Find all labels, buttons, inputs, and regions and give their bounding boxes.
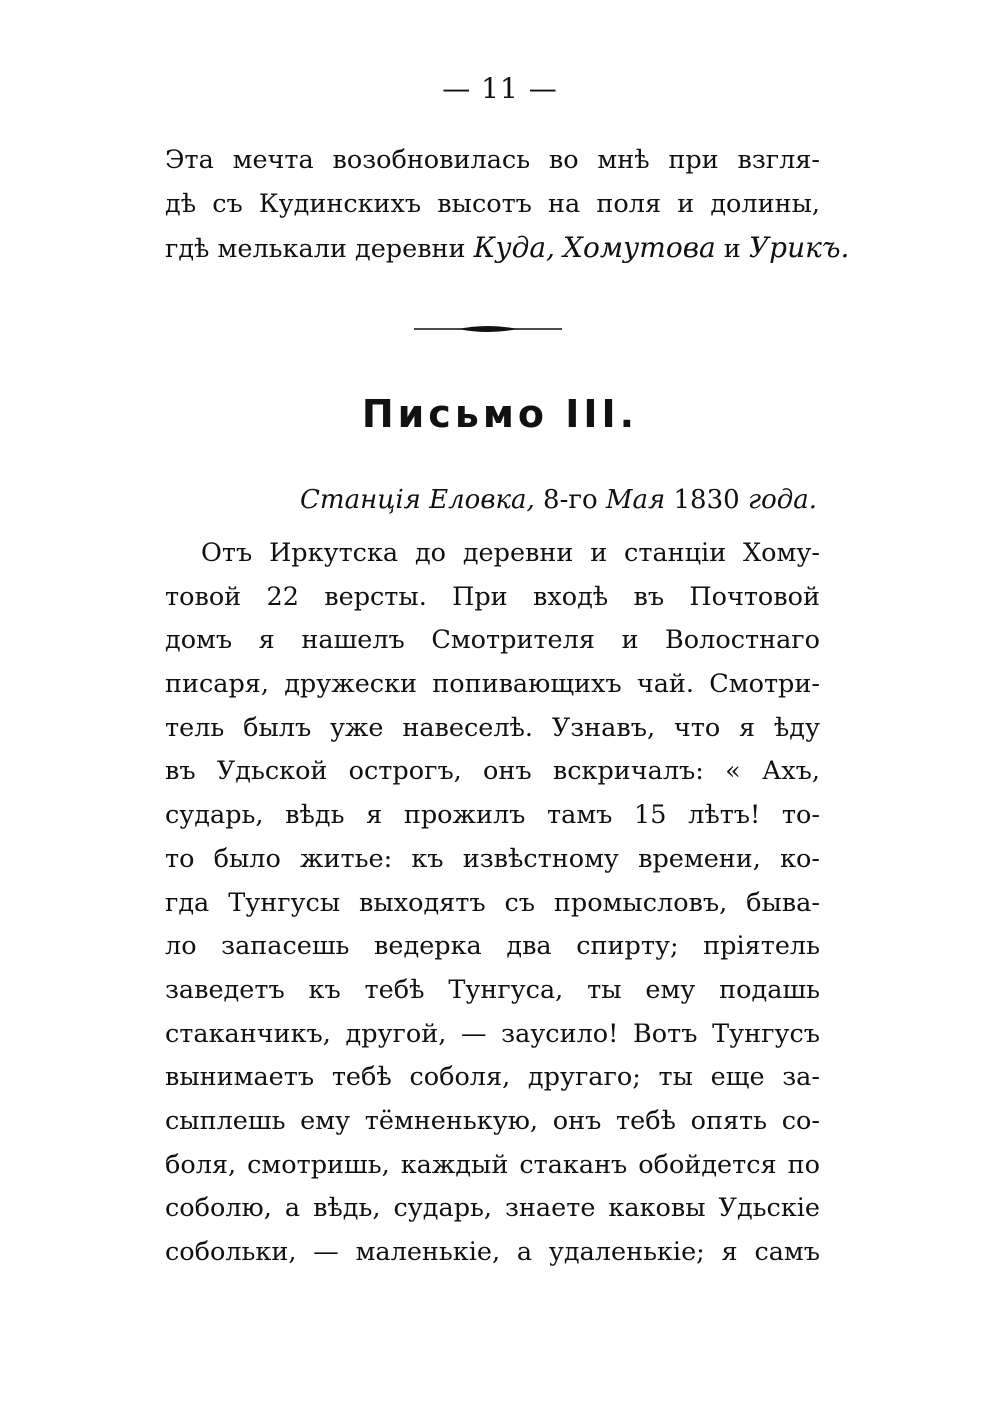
text-line: товой 22 версты. При входѣ въ Почтовой [165,581,820,612]
date-month: Мая [605,485,666,515]
text-line: дѣ съ Кудинскихъ высотъ на поля и долины, [165,189,820,219]
station-name: Станція Еловка, [300,485,535,515]
text-line: собольки, — маленькіе, а удаленькіе; я самъ [165,1237,820,1267]
text-line: писаря, дружески попивающихъ чай. Смотри- [165,669,820,700]
village-name: Урикъ. [748,231,850,264]
text-line: боля, смотришь, каждый стаканъ обойдется по [165,1149,820,1180]
text-line: въ Удьской острогъ, онъ вскричалъ: « Ахъ, [165,756,820,787]
text-line: соболю, а вѣдь, сударь, знаете каковы Удьскіе [165,1193,820,1224]
date-year: 1830 [673,485,740,515]
text-line: вынимаетъ тебѣ соболя, другаго; ты еще за- [165,1062,820,1093]
text-line: сыплешь ему тёмненькую, онъ тебѣ опять со- [165,1105,820,1136]
village-name: Куда, [473,231,555,264]
intro-paragraph [165,138,850,270]
text-line: гда Тунгусы выходятъ съ промысловъ, быва- [165,887,820,918]
text-fragment: и [723,234,741,264]
text-line: заведетъ къ тебѣ Тунгуса, ты ему подашь [165,974,820,1005]
dateline [300,478,817,522]
text-line: Эта мечта возобновилась во мнѣ при взгля- [165,145,820,175]
letter-heading: Письмо III. [361,392,639,436]
date-day: 8-го [543,485,598,515]
text-line: тель былъ уже навеселѣ. Узнавъ, что я ѣду [165,712,820,743]
page-number: — 11 — [442,72,558,105]
text-line: то было житье: къ извѣстному времени, ко- [165,843,820,874]
text-fragment: гдѣ мелькали деревни [165,234,466,264]
text-line [165,226,850,270]
text-line: ло запасешь ведерка два спирту; пріятель [165,931,820,962]
text-line: домъ я нашелъ Смотрителя и Волостнаго [165,625,820,656]
text-line: стаканчикъ, другой, — заусило! Вотъ Тунгусъ [165,1018,820,1049]
text-line: Отъ Иркутска до деревни и станціи Хому- [201,538,820,568]
village-name: Хомутова [563,231,716,264]
ornamental-divider [414,324,562,334]
letter-body [165,532,820,1275]
date-suffix: года. [747,485,817,515]
text-line: сударь, вѣдь я прожилъ тамъ 15 лѣтъ! то- [165,800,820,831]
